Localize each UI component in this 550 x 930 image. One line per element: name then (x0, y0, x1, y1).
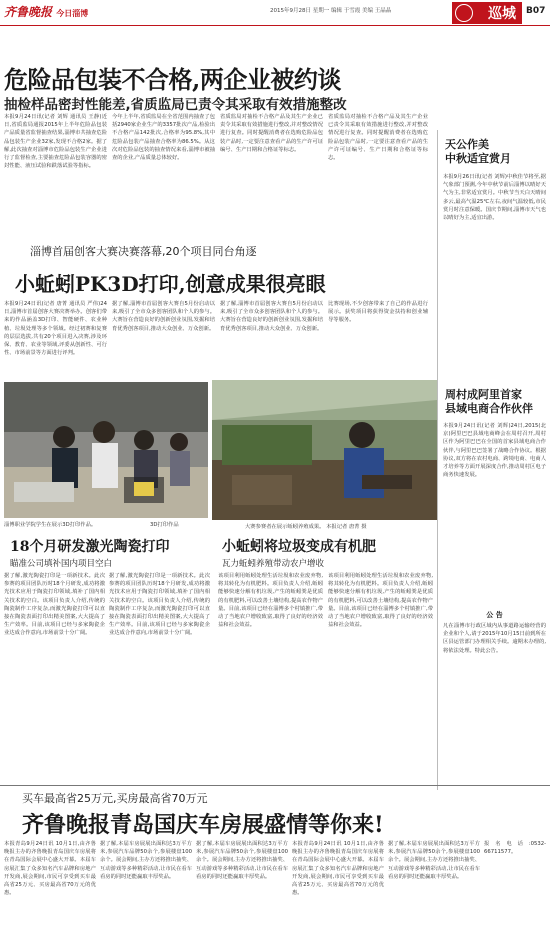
masthead-rule (0, 25, 550, 26)
sub1-column-1: 据了解,激光陶瓷打印是一项新技术。此次参赛的项目团队历时18个月研发,成功将激光技术应用于陶瓷打印领域,填补了国内相关技术的空白。该项目负责人介绍,传统的陶瓷制作工序复杂,而激光陶瓷打印可以直接在陶瓷表面打印出精美图案,大大提高了生产效率。目前,该项目已经与多家陶瓷企业达成合作意向,市场前景十分广阔。 (4, 573, 105, 637)
article3-column-2: 据了解,本届车房展展出面积达3万平方米,参展汽车品牌50余个,参展楼盘100余个。展会期间,主办方还将推出抽奖、互动游戏等多种精彩活动,让市民在看车看房的同时还能赢取丰厚奖品。 (100, 841, 192, 880)
photo3-caption: 大赛参赛者在展示蚯蚓养殖成果。 本报记者 唐菁 摄 (245, 524, 367, 530)
article2-kicker: 淄博首届创客大赛决赛落幕,20个项目同台角逐 (30, 245, 257, 258)
article3-column-5: 据了解,本届车房展展出面积达3万平方米,参展汽车品牌50余个,参展楼盘100余个。展会期间,主办方还将推出抽奖、互动游戏等多种精彩活动,让市民在看车看房的同时还能赢取丰厚奖品。 (388, 841, 480, 880)
photo-earthworm-greenhouse (212, 380, 437, 520)
sub2-column-1: 该项目利用蚯蚓处理生活垃圾和农业废弃物,将其转化为有机肥料。项目负责人介绍,蚯蚓能够快速分解有机垃圾,产生的蚯蚓粪是优质的有机肥料,可以改善土壤结构,提高农作物产量。目前,该项目已经在淄博多个村镇推广,带动了当地农户增收致富,取得了良好的经济效益和社会效益。 (218, 573, 323, 629)
article2-column-3: 据了解,淄博市首届创客大赛自5月份启动以来,吸引了全市众多创客团队和个人的参与。大赛旨在营造良好的创新创业氛围,发掘和培育优秀创客项目,推动大众创业、万众创新。 (220, 301, 323, 332)
sub2-column-2: 该项目利用蚯蚓处理生活垃圾和农业废弃物,将其转化为有机肥料。项目负责人介绍,蚯蚓能够快速分解有机垃圾,产生的蚯蚓粪是优质的有机肥料,可以改善土壤结构,提高农作物产量。目前,该项目已经在淄博多个村镇推广,带动了当地农户增收致富,取得了良好的经济效益和社会效益。 (328, 573, 433, 629)
article3-headline: 齐鲁晚报青岛国庆车房展盛情等你来! (22, 812, 384, 838)
article1-column-4: 省质监局对抽检不合格产品及其生产企业已责令其采取有效措施进行整改,并对整改情况进行复查。同时提醒消费者在选购危险品包装产品时,一定要注意查看产品的生产许可证编号、生产日期和合格证等标志。 (328, 114, 428, 162)
sidebar-item1-title: 天公作美 中秋适宜赏月 (445, 138, 511, 165)
sidebar-notice-body: 凡在淄博市行政区域内从事道路运输经营的企业和个人,请于2015年10月15日前到所在区县运管部门办理相关手续。逾期未办理的,将依法处理。特此公告。 (443, 623, 546, 654)
article2-column-2: 据了解,淄博市首届创客大赛自5月份启动以来,吸引了全市众多创客团队和个人的参与。大赛旨在营造良好的创新创业氛围,发掘和培育优秀创客项目,推动大众创业、万众创新。 (112, 301, 215, 332)
sidebar-item1-body: 本报9月26日讯(记者 刘辉)中秋佳节将至,据气象部门预测,今年中秋节前后淄博以晴好天气为主,非常适宜赏月。中秋节当天白天晴间多云,最高气温25℃左右,夜间气温较低,市民赏月时注意保暖。国庆节期间,淄博市天气也以晴好为主,适宜出游。 (443, 174, 546, 222)
sidebar-notice-title: 公 告 (486, 611, 503, 619)
photo2-caption: 3D打印作品 (150, 522, 179, 528)
sub2-subtitle: 瓦力蚯蚓养殖带动农户增收 (222, 559, 325, 569)
article2-column-4: 比赛现场,不少创客带来了自己的作品进行展示。获奖项目将获得资金扶持和创业辅导等服务。 (328, 301, 428, 324)
article1-headline: 危险品包装不合格,两企业被约谈 (4, 65, 341, 94)
sidebar-item2-title: 周村成阿里首家 县域电商合作伙伴 (445, 388, 533, 415)
article3-column-6: 报名电话:0532-66711577。 (484, 841, 546, 856)
article1-column-2: 今年上半年,省质监局在全省范围内抽查了包括2940家企业生产的3357批次产品,检验出不合格产品142批次,合格率为95.8%,其中危险品包装产品抽查合格率为86.5%。从这次对危险品包装的抽查情况来看,淄博市被抽查的企业,产品质量总体较好。 (112, 114, 215, 162)
article1-subhead: 抽检样品密封性能差,省质监局已责令其采取有效措施整改 (4, 97, 347, 113)
sidebar-divider (437, 130, 438, 790)
article3-column-1: 本报青岛9月24日讯 10月1日,由齐鲁晚报主办的齐鲁晚报青岛国庆车房展将在青岛国际会展中心盛大开幕。本届车房展汇集了众多知名汽车品牌和房地产开发商,展会期间,市民可享受到买车最高省25万元、买房最高省70万元的优惠。 (4, 841, 96, 897)
article2-column-1: 本报9月24日讯(记者 唐菁 通讯员 严伟)24日,淄博市首届创客大赛决赛举办。创客们带来的作品涵盖3D打印、智能硬件、农业种植、垃圾处理等多个领域。经过初赛和复赛的层层选拔,共有20个项目进入决赛,涉及环保、教育、农业等领域,评委从创新性、可行性、市场前景等方面进行评判。 (4, 301, 107, 357)
masthead-paper-name: 齐鲁晚报 今日淄博 (4, 5, 89, 19)
masthead-date-line: 2015年9月28日 星期一 编辑 于雪霞 美编 王晶晶 (270, 8, 392, 14)
article1-column-3: 省质监局对抽检不合格产品及其生产企业已责令其采取有效措施进行整改,并对整改情况进行复查。同时提醒消费者在选购危险品包装产品时,一定要注意查看产品的生产许可证编号、生产日期和合格证等标志。 (220, 114, 323, 153)
sub1-title: 18个月研发激光陶瓷打印 (10, 539, 170, 555)
section-emblem-icon (455, 4, 473, 22)
page-number: B07 (526, 6, 546, 16)
sub1-column-2: 据了解,激光陶瓷打印是一项新技术。此次参赛的项目团队历时18个月研发,成功将激光技术应用于陶瓷打印领域,填补了国内相关技术的空白。该项目负责人介绍,传统的陶瓷制作工序复杂,而激光陶瓷打印可以直接在陶瓷表面打印出精美图案,大大提高了生产效率。目前,该项目已经与多家陶瓷企业达成合作意向,市场前景十分广阔。 (109, 573, 210, 637)
photo-students-3d-printing (4, 382, 208, 518)
article3-rule (0, 785, 550, 786)
photo1-caption: 淄博职业学院学生在展示3D打印作品。 (4, 522, 97, 528)
sidebar-item2-body: 本报9月24日讯(记者 刘辉)24日,2015(北京)阿里巴巴县域电商峰会在周村召开,周村区作为阿里巴巴在全国的首家县域电商合作伙伴,与阿里巴巴签署了战略合作协议。根据协议,双方将在农村电商、跨境电商、电商人才培养等方面开展深度合作,推动周村区电子商务快速发展。 (443, 423, 546, 479)
section-banner: 巡城 (452, 2, 522, 24)
article3-column-4: 本报青岛9月24日讯 10月1日,由齐鲁晚报主办的齐鲁晚报青岛国庆车房展将在青岛国际会展中心盛大开幕。本届车房展汇集了众多知名汽车品牌和房地产开发商,展会期间,市民可享受到买车最高省25万元、买房最高省70万元的优惠。 (292, 841, 384, 897)
masthead-edition: 今日淄博 (56, 8, 89, 18)
sub2-title: 小蚯蚓将垃圾变成有机肥 (222, 539, 376, 555)
article2-headline: 小蚯蚓PK3D打印,创意成果很亮眼 (15, 272, 326, 296)
sub1-subtitle: 瞄准公司填补国内项目空白 (10, 559, 113, 569)
article3-column-3: 据了解,本届车房展展出面积达3万平方米,参展汽车品牌50余个,参展楼盘100余个。展会期间,主办方还将推出抽奖、互动游戏等多种精彩活动,让市民在看车看房的同时还能赢取丰厚奖品。 (196, 841, 288, 880)
article1-column-1: 本报9月24日讯(记者 刘辉 通讯员 王静)近日,省质监局通报2015年上半年危险品包装产品质量省监督抽查结果,淄博市共抽查危险品包装生产企业32家,发现不合格2家。据了解,此次抽查对淄博市危险品包装生产企业进行了监督检查,主要抽查危险品包装容器的密封性能、液压试验和跌落试验等指标。 (4, 114, 107, 170)
article3-kicker: 买车最高省25万元,买房最高省70万元 (22, 792, 208, 805)
